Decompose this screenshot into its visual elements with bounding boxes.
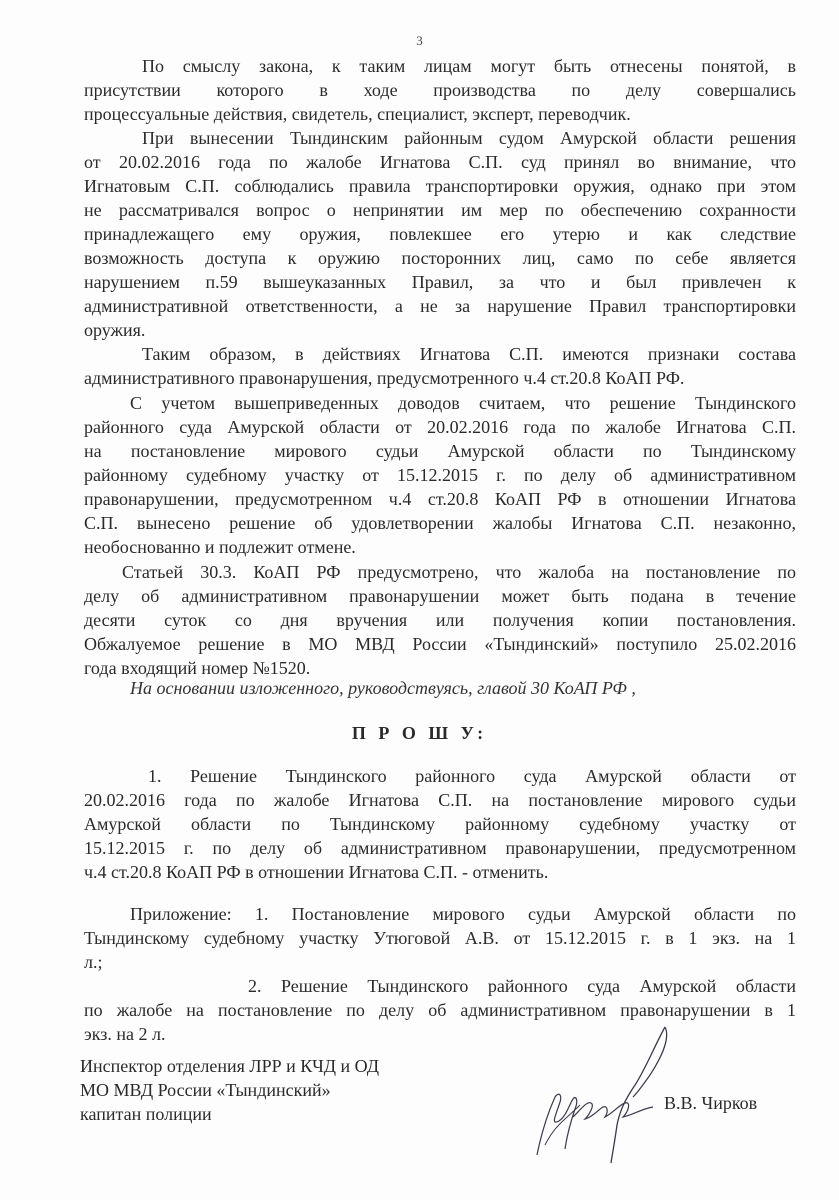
paragraph-2-line-9: оружия. [84, 320, 146, 340]
request-item-line-5: ч.4 ст.20.8 КоАП РФ в отношении Игнатова С.П. - отменить. [84, 862, 549, 882]
paragraph-2-line-8: административной ответственности, а не за нарушение Правил транспортировки [84, 296, 796, 316]
attachments-line-2: Тындинскому судебному участку Утюговой А.В. от 15.12.2015 г. в 1 экз. на 1 [84, 928, 796, 948]
paragraph-1-line-1: По смыслу закона, к таким лицам могут быть отнесены понятой, в [142, 56, 796, 76]
attachments-line-6: экз. на 2 л. [84, 1024, 166, 1044]
paragraph-5-line-5: года входящий номер №1520. [84, 658, 311, 678]
paragraph-4-line-1: С учетом вышеприведенных доводов считаем, что решение Тындинского [130, 393, 796, 413]
paragraph-3-line-2: административного правонарушения, предусмотренного ч.4 ст.20.8 КоАП РФ. [84, 368, 685, 388]
paragraph-2-line-7: нарушением п.59 вышеуказанных Правил, за что и был привлечен к [84, 272, 796, 292]
paragraph-4-line-3: на постановление мирового судьи Амурской области по Тындинскому [84, 441, 796, 461]
paragraph-2-line-2: от 20.02.2016 года по жалобе Игнатова С.П. суд принял во внимание, что [84, 152, 796, 172]
paragraph-2-line-4: не рассматривался вопрос о непринятии им мер по обеспечению сохранности [84, 200, 796, 220]
paragraph-2-line-3: Игнатовым С.П. соблюдались правила транспортировки оружия, однако при этом [84, 176, 796, 196]
paragraph-4-line-4: районному судебному участку от 15.12.2015 г. по делу об административном [84, 465, 796, 485]
request-item-line-1: 1. Решение Тындинского районного суда Амурской области от [148, 766, 796, 786]
attachments-line-1: Приложение: 1. Постановление мирового судьи Амурской области по [130, 904, 796, 924]
paragraph-2-line-5: принадлежащего ему оружия, повлекшее его утерю и как следствие [84, 224, 796, 244]
page-number: 3 [416, 33, 423, 48]
paragraph-5-line-3: десяти суток со дня вручения или получения копии постановления. [84, 610, 796, 630]
paragraph-4-line-2: районного суда Амурской области от 20.02.2016 года по жалобе Игнатова С.П. [84, 417, 796, 437]
request-item-line-4: 15.12.2015 г. по делу об административном правонарушении, предусмотренном [84, 838, 796, 858]
paragraph-1-line-3: процессуальные действия, свидетель, специалист, эксперт, переводчик. [84, 104, 631, 124]
signer-name: В.В. Чирков [664, 1093, 758, 1113]
paragraph-2-line-1: При вынесении Тындинским районным судом Амурской области решения [142, 128, 796, 148]
attachments-line-5: по жалобе на постановление по делу об административном правонарушении в 1 [84, 1000, 796, 1020]
paragraph-4-line-7: необоснованно и подлежит отмене. [84, 537, 356, 557]
attachments-line-3: л.; [84, 952, 103, 972]
paragraph-5-line-1: Статьей 30.3. КоАП РФ предусмотрено, что жалоба на постановление по [122, 562, 796, 582]
request-item-line-2: 20.02.2016 года по жалобе Игнатова С.П. на постановление мирового судьи [84, 790, 796, 810]
basis-line: На основании изложенного, руководствуясь, главой 30 КоАП РФ , [130, 678, 636, 698]
attachments-line-4: 2. Решение Тындинского районного суда Амурской области [248, 976, 796, 996]
paragraph-4-line-5: правонарушении, предусмотренном ч.4 ст.20.8 КоАП РФ в отношении Игнатова [84, 489, 796, 509]
request-heading: П Р О Ш У: [351, 723, 488, 743]
signer-position-line-1: Инспектор отделения ЛРР и КЧД и ОД [80, 1056, 380, 1076]
paragraph-1-line-2: присутствии которого в ходе производства по делу совершались [84, 80, 796, 100]
paragraph-2-line-6: возможность доступа к оружию посторонних лиц, само по себе является [84, 248, 796, 268]
paragraph-5-line-4: Обжалуемое решение в МО МВД России «Тындинский» поступило 25.02.2016 [84, 634, 796, 654]
signer-position-line-3: капитан полиции [80, 1104, 212, 1124]
paragraph-3-line-1: Таким образом, в действиях Игнатова С.П. имеются признаки состава [142, 344, 796, 364]
request-item-line-3: Амурской области по Тындинскому районному судебному участку от [84, 814, 796, 834]
handwritten-signature-icon [525, 1025, 685, 1165]
paragraph-4-line-6: С.П. вынесено решение об удовлетворении жалобы Игнатова С.П. незаконно, [84, 513, 796, 533]
paragraph-5-line-2: делу об административном правонарушении может быть подана в течение [84, 586, 796, 606]
signer-position-line-2: МО МВД России «Тындинский» [80, 1080, 331, 1100]
